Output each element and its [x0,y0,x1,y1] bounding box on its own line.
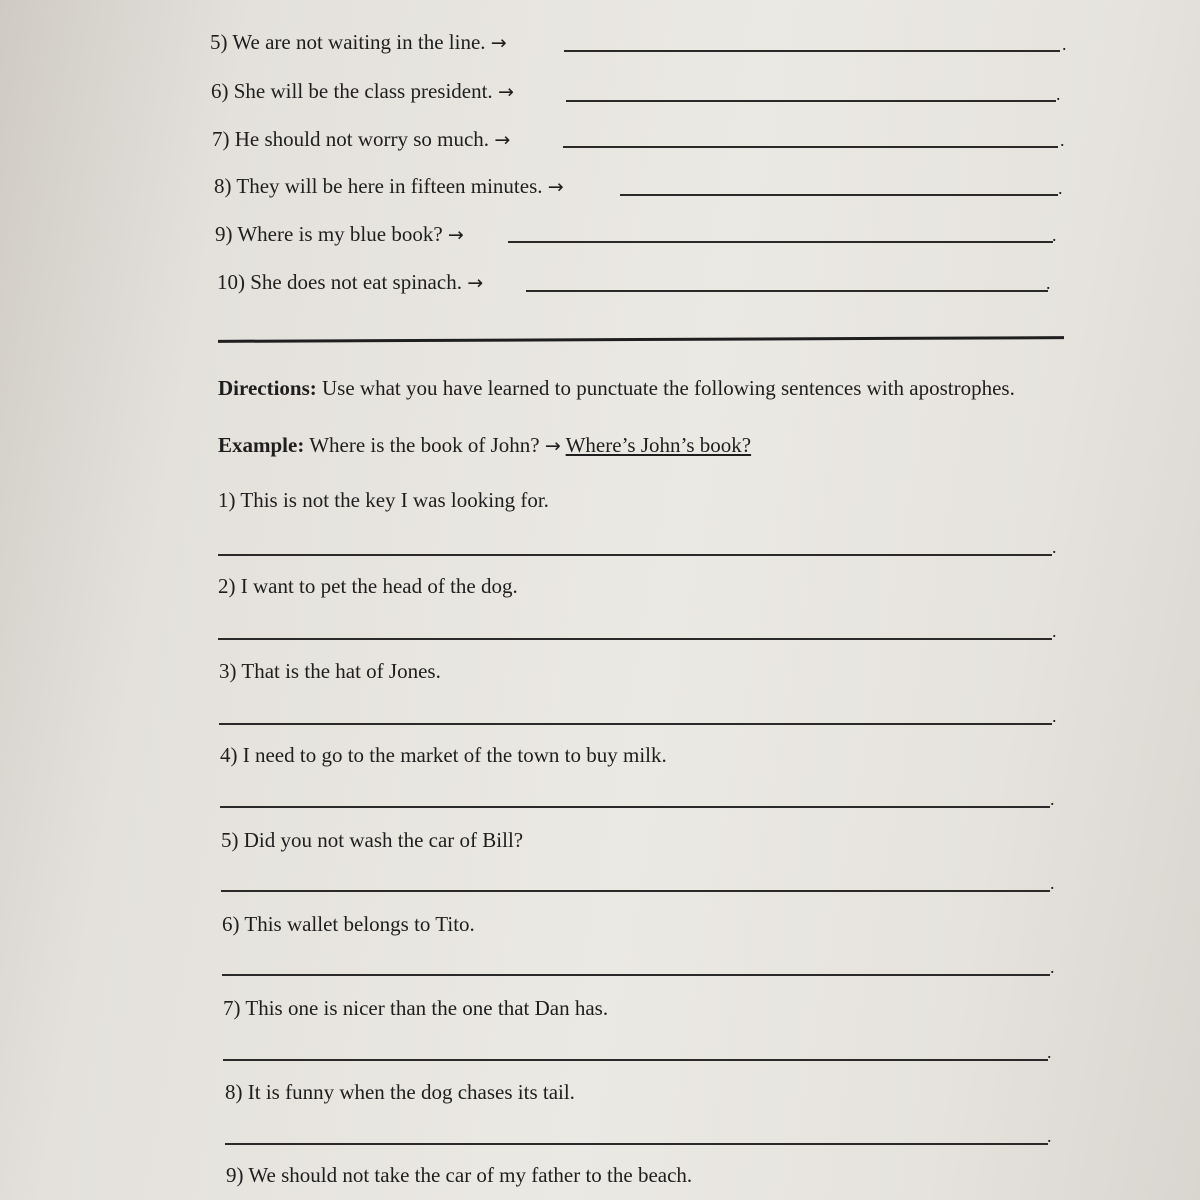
item-text: 5) We are not waiting in the line. [210,30,486,54]
part2-item-3 [219,659,441,684]
part2-item-9 [226,1163,692,1188]
item-text: 6) This wallet belongs to Tito. [222,912,475,936]
item-text: 10) She does not eat spinach. [217,270,462,294]
part2-item-5 [221,828,523,853]
answer-line[interactable] [220,806,1050,808]
period-mark: . [1056,84,1061,104]
arrow-icon: → [544,435,561,457]
answer-line[interactable] [563,146,1058,148]
part1-item-9 [215,222,464,247]
item-text: 8) It is funny when the dog chases its tail. [225,1080,575,1104]
part1-item-5 [210,30,507,55]
part1-item-6 [211,79,514,104]
section-divider [218,336,1064,342]
part2-item-8 [225,1080,575,1105]
answer-line[interactable] [222,974,1050,976]
example-question: Where is the book of John? [309,433,540,457]
arrow-icon: → [467,272,484,294]
directions-text: Use what you have learned to punctuate the following sentences with apostrophes. [322,376,1015,400]
period-mark: . [1050,957,1055,977]
item-text: 7) He should not worry so much. [212,127,490,151]
item-text: 9) We should not take the car of my father to the beach. [226,1163,693,1187]
arrow-icon: → [447,224,464,246]
answer-line[interactable] [218,554,1052,556]
part1-item-10 [217,270,483,295]
item-text: 1) This is not the key I was looking for. [218,488,549,512]
answer-line[interactable] [223,1059,1048,1061]
period-mark: . [1052,621,1057,641]
example-label: Example: [218,433,305,457]
example-answer: Where’s John’s book? [565,433,752,457]
part2-item-4 [220,743,667,768]
period-mark: . [1046,273,1051,293]
answer-line[interactable] [620,194,1058,196]
item-text: 3) That is the hat of Jones. [219,659,441,683]
part1-item-8 [214,174,564,199]
period-mark: . [1050,789,1055,809]
directions-label: Directions: [218,376,317,400]
period-mark: . [1062,34,1067,54]
item-text: 2) I want to pet the head of the dog. [218,574,518,598]
answer-line[interactable] [225,1143,1048,1145]
item-text: 7) This one is nicer than the one that Dan has. [223,996,609,1020]
directions [218,376,1015,401]
answer-line[interactable] [564,50,1060,52]
part2-item-2 [218,574,518,599]
period-mark: . [1047,1042,1052,1062]
period-mark: . [1050,873,1055,893]
answer-line[interactable] [219,723,1052,725]
answer-line[interactable] [508,241,1053,243]
arrow-icon: → [494,129,511,151]
answer-line[interactable] [566,100,1056,102]
item-text: 5) Did you not wash the car of Bill? [221,828,524,852]
item-text: 9) Where is my blue book? [215,222,443,246]
answer-line[interactable] [218,638,1052,640]
part2-item-6 [222,912,475,937]
part2-item-1 [218,488,549,513]
answer-line[interactable] [526,290,1048,292]
period-mark: . [1058,178,1063,198]
item-text: 6) She will be the class president. [211,79,493,103]
example [218,433,751,458]
period-mark: . [1047,1126,1052,1146]
part1-item-7 [212,127,510,152]
arrow-icon: → [497,81,514,103]
period-mark: . [1052,537,1057,557]
item-text: 8) They will be here in fifteen minutes. [214,174,543,198]
period-mark: . [1060,130,1065,150]
answer-line[interactable] [221,890,1050,892]
part2-item-7 [223,996,608,1021]
period-mark: . [1052,225,1057,245]
period-mark: . [1052,706,1057,726]
arrow-icon: → [490,32,507,54]
arrow-icon: → [547,176,564,198]
item-text: 4) I need to go to the market of the town to buy milk. [220,743,667,767]
